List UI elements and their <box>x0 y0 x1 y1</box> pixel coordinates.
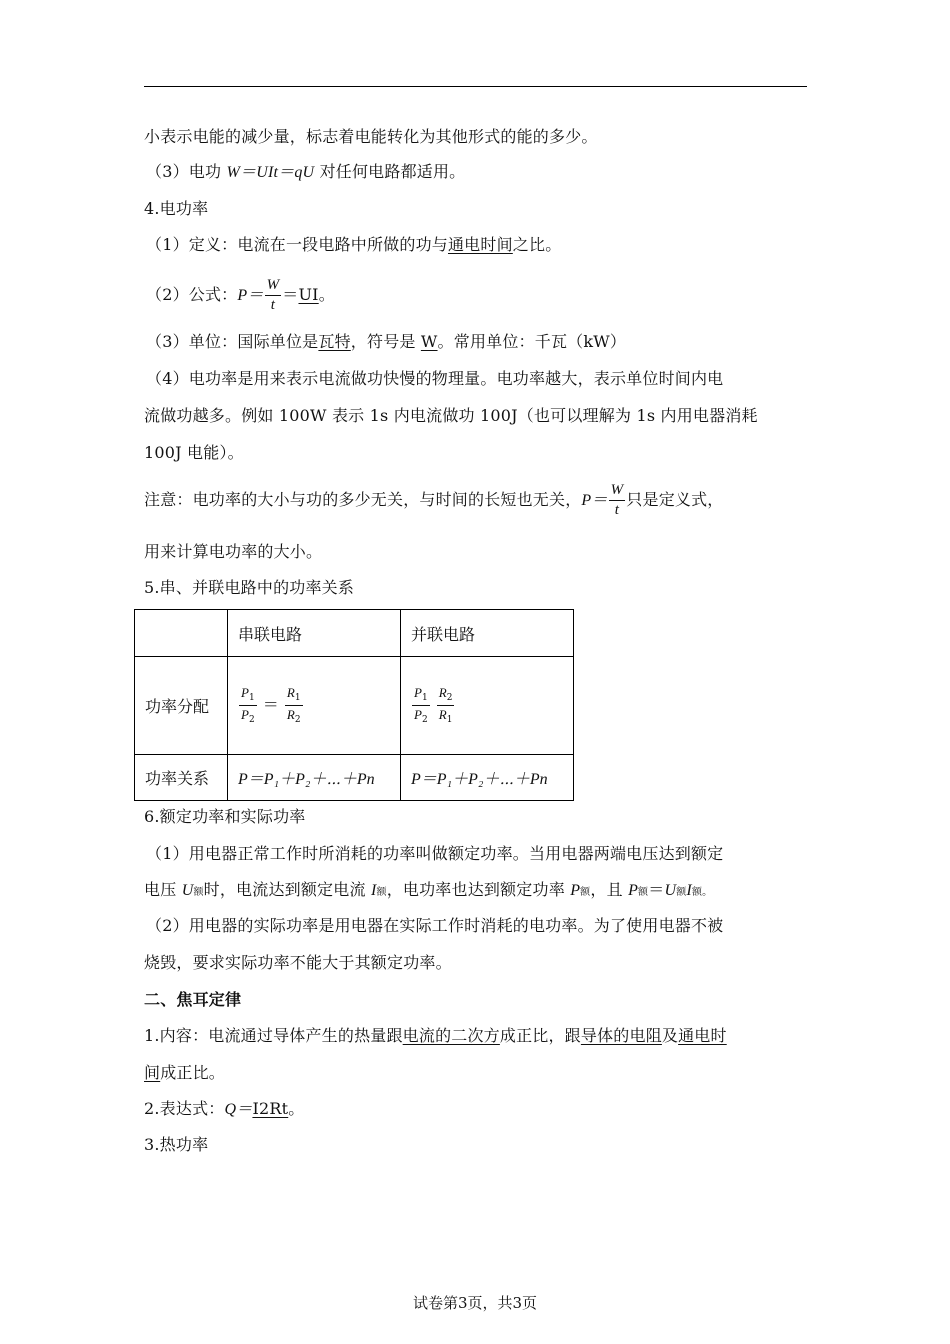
row-label-distribution: 功率分配 <box>135 657 228 755</box>
blank-answer: W <box>420 332 438 351</box>
parallel-ratio-cell <box>401 657 574 755</box>
fraction-p1-p2: $\frac{P_1}{P_2}$ <box>241 685 255 725</box>
table-row <box>135 610 574 657</box>
series-ratio-cell: $\frac{P_1}{P_2}$ ＝ $\frac{R_1}{R_2}$ <box>228 657 401 755</box>
row-label-relation: 功率关系 <box>135 755 228 801</box>
fraction-p1-p2: $\frac{P_1}{P_2}$ <box>414 685 428 725</box>
text-line: （2）公式：P＝ $\frac{W}{t}$ ＝UI。 <box>146 277 335 313</box>
series-relation-cell: P＝P₁＋P₂＋⋯＋Pn <box>228 755 401 801</box>
parallel-relation-cell: P＝P₁＋P₂＋⋯＋Pn <box>401 755 574 801</box>
section-heading: 3.热功率 <box>144 1135 209 1154</box>
blank-answer: 导体的电阻 <box>580 1026 662 1045</box>
header-rule <box>144 86 807 87</box>
power-relation-table <box>134 609 574 801</box>
text-line: 1.内容：电流通过导体产生的热量跟电流的二次方成正比，跟导体的电阻及通电时 <box>144 1026 727 1045</box>
section-heading: 5.串、并联电路中的功率关系 <box>144 578 355 597</box>
text-line: 电压 U额时，电流达到额定电流 I额，电功率也达到额定功率 P额，且 P额＝U额I额。 <box>144 880 713 899</box>
blank-answer: 通电时 <box>678 1026 727 1045</box>
table-row <box>135 755 574 801</box>
table-header-series: 串联电路 <box>228 610 401 657</box>
section-heading: 二、焦耳定律 <box>144 990 242 1009</box>
blank-answer: UI <box>298 285 319 304</box>
fraction-w-over-t: $\frac{W}{t}$ <box>266 277 280 313</box>
section-heading: 4.电功率 <box>144 199 209 218</box>
table-cell <box>135 610 228 657</box>
text-line: 流做功越多。例如 100W 表示 1s 内电流做功 100J（也可以理解为 1s 内用电器消耗 <box>144 406 758 425</box>
table-header-parallel: 并联电路 <box>401 610 574 657</box>
text-line: 注意：电功率的大小与功的多少无关，与时间的长短也无关，P＝ $\frac{W}{t}$ 只是定义式， <box>144 482 724 518</box>
text-line: 小表示电能的减少量，标志着电能转化为其他形式的能的多少。 <box>144 127 598 146</box>
fraction-r1-r2: $\frac{R_1}{R_2}$ <box>286 685 301 725</box>
text-line: （1）定义：电流在一段电路中所做的功与通电时间之比。 <box>146 235 562 254</box>
page-footer: 试卷第3页，共3页 <box>412 1294 538 1312</box>
text-line: 烧毁，要求实际功率不能大于其额定功率。 <box>144 953 452 972</box>
blank-answer: 间 <box>144 1063 161 1082</box>
fraction-r2-r1: $\frac{R_2}{R_1}$ <box>438 685 453 725</box>
blank-answer: 瓦特 <box>318 332 351 351</box>
text-line: （3）电功 W＝UIt＝qU 对任何电路都适用。 <box>146 162 466 181</box>
text-line: 100J 电能）。 <box>144 443 244 462</box>
table-row <box>135 657 574 755</box>
text-line: （4）电功率是用来表示电流做功快慢的物理量。电功率越大，表示单位时间内电 <box>146 369 724 388</box>
formula-work: W＝UIt＝qU <box>226 164 315 181</box>
text-line: （3）单位：国际单位是瓦特，符号是 W。常用单位：千瓦（kW） <box>146 332 627 351</box>
blank-answer: I2Rt <box>252 1099 289 1118</box>
text-line: 用来计算电功率的大小。 <box>144 542 323 561</box>
text-line: （1）用电器正常工作时所消耗的功率叫做额定功率。当用电器两端电压达到额定 <box>146 844 724 863</box>
text-line: 2.表达式：Q＝I2Rt。 <box>144 1099 305 1118</box>
text-line: 间成正比。 <box>144 1063 226 1082</box>
blank-answer: 通电时间 <box>447 235 513 254</box>
text-line: （2）用电器的实际功率是用电器在实际工作时消耗的电功率。为了使用电器不被 <box>146 916 724 935</box>
fraction-w-over-t: $\frac{W}{t}$ <box>610 482 624 518</box>
blank-answer: 电流的二次方 <box>402 1026 500 1045</box>
section-heading: 6.额定功率和实际功率 <box>144 807 306 826</box>
